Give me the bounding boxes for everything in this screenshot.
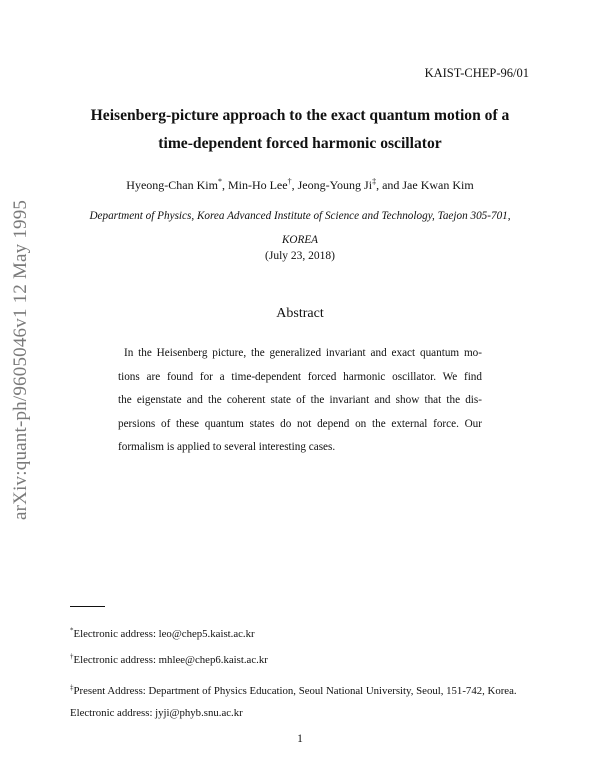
- abstract-body: [118, 342, 482, 460]
- paper-title: [0, 102, 600, 158]
- footnote-mark: ‡: [372, 177, 377, 186]
- author-separator: , and: [376, 178, 403, 192]
- page-number: 1: [297, 733, 303, 745]
- footnote-text: Present Address: Department of Physics Education, Seoul National University, Seoul, 151-742, Korea. Electronic address: jyji@phyb.snu.ac.kr: [70, 685, 517, 719]
- footnote-text: Electronic address: leo@chep5.kaist.ac.kr: [73, 628, 255, 640]
- author-name: Jae Kwan Kim: [402, 178, 474, 192]
- abstract-line: tions are found for a time-dependent forced harmonic oscillator. We find: [118, 370, 482, 383]
- abstract-line: the eigenstate and the coherent state of the invariant and show that the dis-: [118, 394, 482, 407]
- author-name: Jeong-Young Ji: [297, 178, 373, 192]
- footnote-mark: *: [217, 177, 222, 186]
- author-list: [0, 178, 600, 193]
- title-line-2: time-dependent forced harmonic oscillator: [158, 135, 442, 152]
- footnote-mark: †: [287, 177, 292, 186]
- footnote-2: [70, 654, 268, 666]
- footnote-mark: ‡: [70, 683, 74, 692]
- abstract-heading: Abstract: [276, 306, 324, 321]
- footnote-mark: *: [70, 626, 74, 635]
- footnote-mark: †: [70, 652, 74, 661]
- author-separator: ,: [291, 178, 298, 192]
- author-separator: ,: [221, 178, 228, 192]
- report-number: KAIST-CHEP-96/01: [424, 66, 529, 80]
- abstract-line: In the Heisenberg picture, the generalized invariant and exact quantum mo-: [124, 347, 482, 359]
- affiliation-line: Department of Physics, Korea Advanced Institute of Science and Technology, Taejon 305-701,: [89, 210, 511, 222]
- footnote-1: [70, 628, 255, 640]
- title-line-1: Heisenberg-picture approach to the exact quantum motion of a: [90, 107, 510, 124]
- footnote-rule: [70, 606, 105, 607]
- author-name: Min-Ho Lee: [227, 178, 288, 192]
- footnote-3: [70, 680, 530, 724]
- abstract-line: persions of these quantum states do not depend on the external force. Our: [118, 417, 482, 430]
- arxiv-sidebar-stamp: arXiv:quant-ph/9605046v1 12 May 1995: [10, 199, 31, 520]
- abstract-line: formalism is applied to several interesting cases.: [118, 441, 336, 454]
- affiliation: [60, 204, 540, 252]
- footnote-text: Electronic address: mhlee@chep6.kaist.ac.kr: [73, 654, 268, 666]
- affiliation-line: KOREA: [281, 234, 319, 246]
- author-name: Hyeong-Chan Kim: [126, 178, 218, 192]
- paper-date: (July 23, 2018): [265, 250, 335, 262]
